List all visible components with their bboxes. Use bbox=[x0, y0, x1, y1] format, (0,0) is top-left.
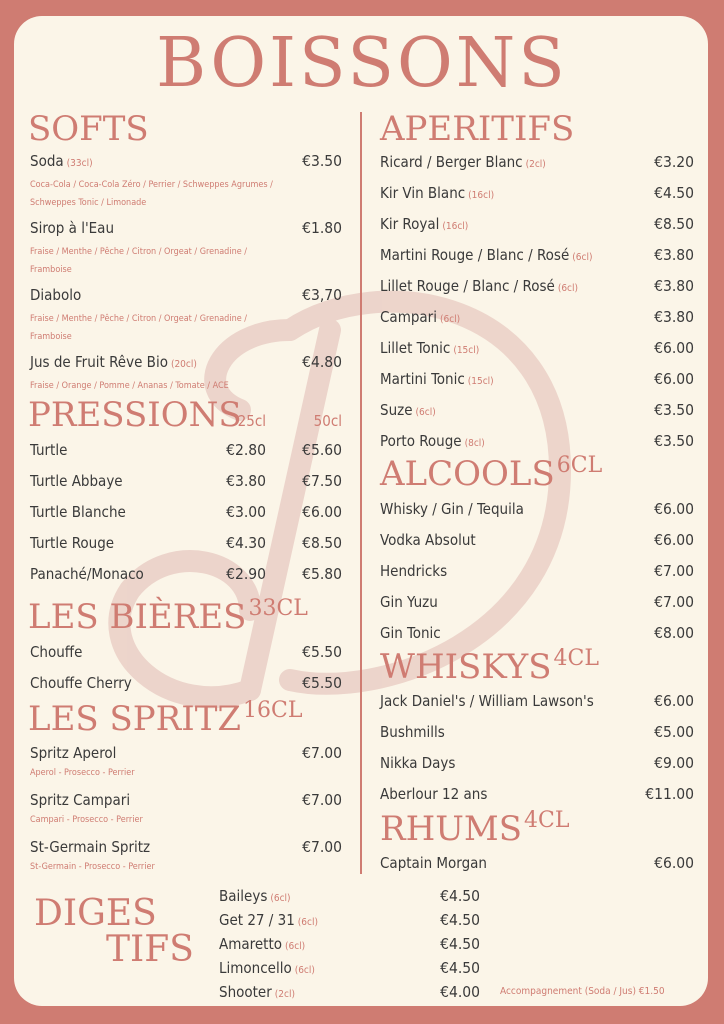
item-price: €11.00 bbox=[645, 785, 694, 803]
item-price-50cl: €5.80 bbox=[302, 565, 342, 583]
item-volume: (6cl) bbox=[572, 252, 593, 263]
menu-item-name bbox=[30, 744, 116, 762]
item-description: Fraise / Orange / Pomme / Ananas / Tomate / ACE bbox=[30, 381, 229, 391]
item-name: Spritz Aperol bbox=[30, 744, 117, 762]
menu-item-name bbox=[219, 887, 291, 908]
item-name: Turtle bbox=[30, 441, 68, 459]
menu-item-name bbox=[380, 562, 447, 580]
menu-item-name bbox=[30, 503, 126, 521]
item-price: €6.00 bbox=[654, 500, 694, 518]
item-price: €8.50 bbox=[654, 215, 694, 233]
section-volume: 16CL bbox=[243, 698, 303, 723]
menu-item-name bbox=[30, 219, 114, 237]
item-price: €4.50 bbox=[654, 184, 694, 202]
item-name: Bushmills bbox=[380, 723, 445, 741]
item-name: Spritz Campari bbox=[30, 791, 131, 809]
item-name: Captain Morgan bbox=[380, 854, 487, 872]
item-description: Fraise / Menthe / Pêche / Citron / Orgeat / Grenadine / Framboise bbox=[30, 247, 247, 275]
item-name: Sirop à l'Eau bbox=[30, 219, 115, 237]
item-description: Coca-Cola / Coca-Cola Zéro / Perrier / Schweppes Agrumes / Schweppes Tonic / Limonade bbox=[30, 180, 273, 208]
menu-item-name bbox=[380, 500, 524, 518]
item-description: Aperol - Prosecco - Perrier bbox=[30, 768, 135, 778]
item-price: €5.50 bbox=[302, 674, 342, 692]
digestifs-title-line1: DIGES bbox=[34, 893, 157, 934]
item-price: €5.50 bbox=[302, 643, 342, 661]
item-price: €6.00 bbox=[654, 854, 694, 872]
item-description: Campari - Prosecco - Perrier bbox=[30, 815, 143, 825]
item-price: €3.20 bbox=[654, 153, 694, 171]
section-title-text: RHUMS bbox=[380, 809, 523, 849]
item-name: Whisky / Gin / Tequila bbox=[380, 500, 524, 518]
item-name: Aberlour 12 ans bbox=[380, 785, 488, 803]
item-name: Jus de Fruit Rêve Bio bbox=[30, 353, 168, 371]
item-price: €4.50 bbox=[440, 887, 480, 905]
section-title-bieres bbox=[28, 596, 308, 637]
item-price: €7.00 bbox=[654, 593, 694, 611]
pressions-col-25cl: 25cl bbox=[237, 412, 266, 430]
item-volume: (16cl) bbox=[468, 190, 495, 201]
item-name: Martini Tonic bbox=[380, 370, 465, 388]
item-volume: (8cl) bbox=[464, 438, 485, 449]
item-name: Gin Tonic bbox=[380, 624, 441, 642]
item-volume: (6cl) bbox=[294, 965, 315, 976]
section-title-text: APERITIFS bbox=[380, 109, 575, 149]
section-title-text: SOFTS bbox=[28, 109, 149, 149]
item-price: €3.50 bbox=[302, 152, 342, 170]
item-price: €5.00 bbox=[654, 723, 694, 741]
menu-item-name bbox=[30, 152, 93, 173]
menu-item-name bbox=[380, 215, 468, 236]
menu-item-name bbox=[380, 184, 494, 205]
item-name: Panaché/Monaco bbox=[30, 565, 144, 583]
item-name: Campari bbox=[380, 308, 437, 326]
pressions-col-50cl: 50cl bbox=[313, 412, 342, 430]
item-price-25cl: €4.30 bbox=[226, 534, 266, 552]
item-price-25cl: €3.00 bbox=[226, 503, 266, 521]
item-price: €4.80 bbox=[302, 353, 342, 371]
item-price-25cl: €3.80 bbox=[226, 472, 266, 490]
item-name: Porto Rouge bbox=[380, 432, 462, 450]
item-volume: (6cl) bbox=[557, 283, 579, 294]
menu-item-name bbox=[380, 308, 460, 329]
item-name: Lillet Tonic bbox=[380, 339, 451, 357]
item-name: Suze bbox=[380, 401, 413, 419]
item-name: Turtle Rouge bbox=[30, 534, 115, 552]
item-price: €4.00 bbox=[440, 983, 480, 1001]
item-name: Diabolo bbox=[30, 286, 82, 304]
item-price: €3,70 bbox=[302, 286, 342, 304]
section-volume: 6CL bbox=[556, 453, 603, 478]
section-title-aperitifs bbox=[380, 109, 575, 149]
menu-item-name bbox=[219, 911, 318, 932]
item-name: Lillet Rouge / Blanc / Rosé bbox=[380, 277, 555, 295]
item-description: Fraise / Menthe / Pêche / Citron / Orgeat / Grenadine / Framboise bbox=[30, 314, 247, 342]
menu-item-name bbox=[380, 153, 546, 174]
item-volume: (2cl) bbox=[525, 159, 546, 170]
item-price-50cl: €6.00 bbox=[302, 503, 342, 521]
section-volume: 4CL bbox=[553, 646, 599, 671]
menu-item-name bbox=[30, 643, 82, 661]
item-price-25cl: €2.90 bbox=[226, 565, 266, 583]
menu-item-name bbox=[380, 339, 479, 360]
item-name: Jack Daniel's / William Lawson's bbox=[380, 692, 594, 710]
menu-item-name bbox=[380, 401, 436, 422]
item-price-50cl: €5.60 bbox=[302, 441, 342, 459]
digestifs-title-line2: TIFS bbox=[106, 929, 194, 970]
menu-item-name bbox=[30, 472, 123, 490]
item-price: €7.00 bbox=[302, 744, 342, 762]
menu-item-name bbox=[380, 723, 445, 741]
item-name: Turtle Abbaye bbox=[30, 472, 123, 490]
item-price: €3.80 bbox=[654, 277, 694, 295]
section-title-text: PRESSIONS bbox=[28, 395, 242, 435]
item-name: Kir Royal bbox=[380, 215, 440, 233]
item-name: Get 27 / 31 bbox=[219, 911, 295, 929]
menu-item-name bbox=[380, 624, 441, 642]
item-name: Ricard / Berger Blanc bbox=[380, 153, 523, 171]
column-divider bbox=[360, 112, 362, 874]
item-name: Nikka Days bbox=[380, 754, 456, 772]
menu-item-name bbox=[380, 246, 592, 267]
item-name: Chouffe Cherry bbox=[30, 674, 132, 692]
menu-item-name bbox=[380, 531, 476, 549]
section-title-alcools bbox=[380, 453, 603, 494]
item-name: Turtle Blanche bbox=[30, 503, 126, 521]
item-price: €7.00 bbox=[302, 791, 342, 809]
item-volume: (20cl) bbox=[170, 359, 197, 370]
menu-item-name bbox=[219, 935, 305, 956]
item-price: €4.50 bbox=[440, 911, 480, 929]
item-volume: (6cl) bbox=[415, 407, 436, 418]
menu-item-name bbox=[219, 983, 295, 1004]
item-price: €9.00 bbox=[654, 754, 694, 772]
item-description: St-Germain - Prosecco - Perrier bbox=[30, 862, 155, 872]
item-price: €1.80 bbox=[302, 219, 342, 237]
item-volume: (2cl) bbox=[274, 989, 295, 1000]
section-volume: 4CL bbox=[524, 808, 570, 833]
accompagnement-note: Accompagnement (Soda / Jus) €1.50 bbox=[500, 986, 665, 997]
item-price: €4.50 bbox=[440, 959, 480, 977]
item-name: Chouffe bbox=[30, 643, 83, 661]
menu-item-name bbox=[380, 277, 578, 298]
item-price: €8.00 bbox=[654, 624, 694, 642]
item-volume: (6cl) bbox=[439, 314, 461, 325]
menu-item-name bbox=[380, 785, 487, 803]
section-title-rhums bbox=[380, 808, 570, 849]
item-price: €6.00 bbox=[654, 692, 694, 710]
section-title-spritz bbox=[28, 698, 303, 739]
page-title: BOISSONS bbox=[156, 24, 568, 103]
item-name: Kir Vin Blanc bbox=[380, 184, 466, 202]
section-title-text: WHISKYS bbox=[380, 647, 552, 687]
item-price-50cl: €8.50 bbox=[302, 534, 342, 552]
menu-item-name bbox=[30, 791, 130, 809]
item-volume: (15cl) bbox=[453, 345, 480, 356]
menu-item-name bbox=[219, 959, 315, 980]
item-name: St-Germain Spritz bbox=[30, 838, 151, 856]
item-name: Amaretto bbox=[219, 935, 282, 953]
section-title-text: LES SPRITZ bbox=[28, 699, 241, 739]
item-name: Hendricks bbox=[380, 562, 448, 580]
section-volume: 33CL bbox=[248, 596, 308, 621]
item-name: Martini Rouge / Blanc / Rosé bbox=[380, 246, 570, 264]
menu-item-name bbox=[380, 593, 438, 611]
item-name: Vodka Absolut bbox=[380, 531, 476, 549]
item-price: €3.50 bbox=[654, 401, 694, 419]
item-price: €7.00 bbox=[302, 838, 342, 856]
item-price-50cl: €7.50 bbox=[302, 472, 342, 490]
menu-item-name bbox=[380, 370, 494, 391]
section-title-text: LES BIÈRES bbox=[28, 597, 247, 637]
item-volume: (6cl) bbox=[297, 917, 318, 928]
menu-item-name bbox=[30, 565, 144, 583]
menu-item-name bbox=[30, 534, 114, 552]
menu-item-name bbox=[380, 854, 487, 872]
menu-item-name bbox=[380, 754, 455, 772]
item-volume: (6cl) bbox=[270, 893, 291, 904]
menu-item-name bbox=[30, 353, 197, 374]
section-title-digestifs bbox=[34, 893, 194, 970]
item-name: Soda bbox=[30, 152, 64, 170]
menu-item-name bbox=[380, 432, 485, 453]
section-title-whiskys bbox=[380, 646, 599, 687]
menu-item-name bbox=[30, 286, 81, 304]
item-name: Shooter bbox=[219, 983, 272, 1001]
item-price: €4.50 bbox=[440, 935, 480, 953]
item-price: €3.80 bbox=[654, 308, 694, 326]
item-price: €3.80 bbox=[654, 246, 694, 264]
menu-item-name bbox=[380, 692, 594, 710]
item-price: €6.00 bbox=[654, 339, 694, 357]
item-price: €7.00 bbox=[654, 562, 694, 580]
item-price: €6.00 bbox=[654, 370, 694, 388]
item-price-25cl: €2.80 bbox=[226, 441, 266, 459]
item-volume: (15cl) bbox=[467, 376, 494, 387]
menu-item-name bbox=[30, 441, 67, 459]
section-title-softs bbox=[28, 109, 149, 149]
item-name: Limoncello bbox=[219, 959, 292, 977]
menu-item-name bbox=[30, 838, 150, 856]
item-volume: (16cl) bbox=[442, 221, 469, 232]
item-volume: (6cl) bbox=[285, 941, 306, 952]
item-price: €3.50 bbox=[654, 432, 694, 450]
menu-item-name bbox=[30, 674, 132, 692]
item-name: Baileys bbox=[219, 887, 268, 905]
item-name: Gin Yuzu bbox=[380, 593, 438, 611]
item-price: €6.00 bbox=[654, 531, 694, 549]
section-title-text: ALCOOLS bbox=[380, 454, 555, 494]
item-volume: (33cl) bbox=[66, 158, 93, 169]
